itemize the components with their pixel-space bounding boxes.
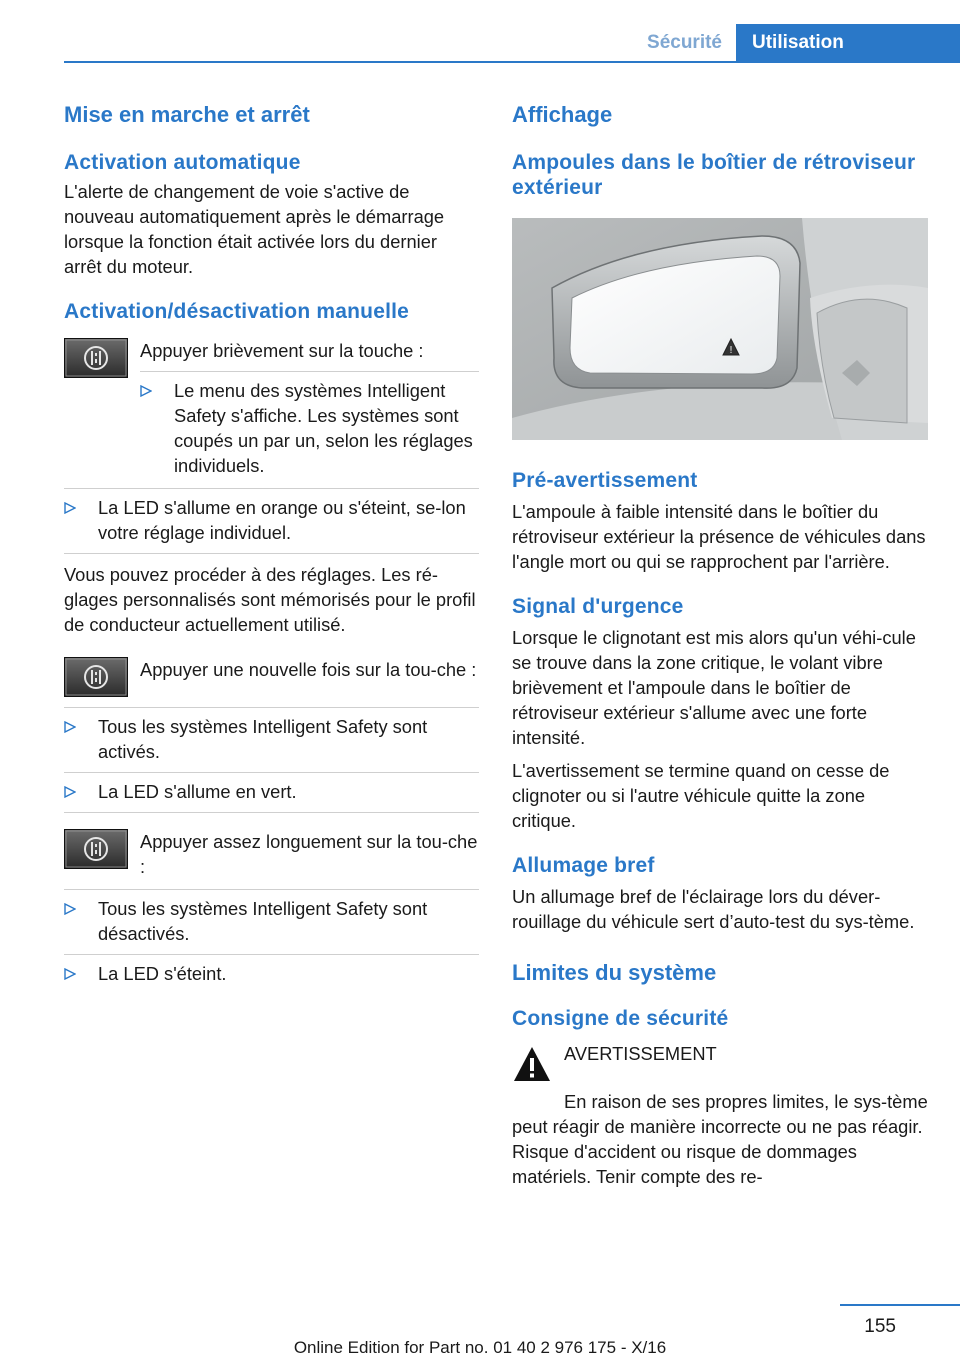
tab-utilisation[interactable]: Utilisation bbox=[736, 24, 960, 62]
list-item: La LED s'allume en orange ou s'éteint, se-lon votre réglage individuel. bbox=[64, 495, 479, 545]
pre-avertissement-text: L'ampoule à faible intensité dans le boîtier du rétroviseur extérieur la présence de véhicules dans l'angle mort ou qui se rapprochent par l'arrière. bbox=[512, 501, 926, 572]
divider bbox=[64, 707, 479, 708]
triangle-bullet-icon bbox=[64, 721, 76, 733]
press-instruction-3: Appuyer assez longuement sur la tou-che : bbox=[140, 831, 478, 877]
triangle-bullet-icon bbox=[64, 903, 76, 915]
section-title: Mise en marche et arrêt bbox=[64, 102, 310, 127]
divider bbox=[64, 889, 479, 890]
warning-label: AVERTISSEMENT bbox=[564, 1043, 717, 1064]
press-row-1 bbox=[64, 338, 479, 478]
heading-pre-avertissement: Pré-avertissement bbox=[512, 469, 698, 492]
intelligent-safety-button-icon bbox=[64, 829, 128, 869]
settings-text: Vous pouvez procéder à des réglages. Les ré-glages personnalisés sont mémorisés pour le profil de conducteur actuellement utilisé. bbox=[64, 564, 476, 635]
signal-urgence-text: Lorsque le clignotant est mis alors qu'un véhi-cule se trouve dans la zone critique, le volant vibre brièvement et l'ampoule dans le boîtier de rétroviseur extérieur s'allume avec une forte intensité. bbox=[512, 627, 916, 748]
auto-activation-text: L'alerte de changement de voie s'active de nouveau automatiquement après le démarrage lorsque la fonction était activée lors du dernier arrêt du moteur. bbox=[64, 181, 445, 277]
triangle-bullet-icon bbox=[64, 502, 76, 514]
page-number: 155 bbox=[864, 1316, 896, 1337]
heading-activation-automatique: Activation automatique bbox=[64, 151, 301, 174]
press-row-3 bbox=[64, 829, 479, 879]
edition-footer: Online Edition for Part no. 01 40 2 976 175 - X/16 bbox=[293, 1338, 667, 1357]
warning-block bbox=[512, 1041, 928, 1083]
heading-allumage-bref: Allumage bref bbox=[512, 854, 655, 877]
divider bbox=[64, 488, 479, 489]
signal-urgence-text-2: L'avertissement se termine quand on cesse de clignoter ou si l'autre véhicule quitte la zone critique. bbox=[512, 760, 890, 831]
divider bbox=[64, 812, 479, 813]
left-column bbox=[64, 100, 479, 986]
list-item: La LED s'allume en vert. bbox=[64, 779, 479, 804]
divider bbox=[64, 772, 479, 773]
triangle-bullet-icon bbox=[64, 786, 76, 798]
divider bbox=[64, 954, 479, 955]
heading-consigne-securite: Consigne de sécurité bbox=[512, 1007, 729, 1030]
heading-ampoules: Ampoules dans le boîtier de rétroviseur extérieur bbox=[512, 151, 916, 199]
list-item: Le menu des systèmes Intelligent Safety s'affiche. Les systèmes sont coupés un par un, selon les réglages individuels. bbox=[140, 378, 479, 478]
warning-triangle-icon bbox=[512, 1045, 552, 1083]
right-column bbox=[512, 100, 928, 1189]
section-title: Affichage bbox=[512, 102, 613, 127]
tab-securite[interactable]: Sécurité bbox=[647, 32, 722, 53]
footer-rule bbox=[840, 1304, 960, 1306]
heading-signal-urgence: Signal d'urgence bbox=[512, 595, 684, 618]
divider bbox=[64, 553, 479, 554]
warning-text: En raison de ses propres limites, le sys-tème peut réagir de manière incorrecte ou ne pas réagir. Risque d'accident ou risque de dommages matériels. Tenir compte des re- bbox=[512, 1091, 928, 1187]
press-row-2 bbox=[64, 657, 479, 697]
list-item: Tous les systèmes Intelligent Safety sont désactivés. bbox=[64, 896, 479, 946]
mirror-illustration bbox=[512, 218, 928, 440]
header-rule bbox=[64, 61, 960, 63]
svg-text:!: ! bbox=[728, 345, 734, 356]
list-item: Tous les systèmes Intelligent Safety sont activés. bbox=[64, 714, 479, 764]
heading-activation-manuelle: Activation/désactivation manuelle bbox=[64, 300, 410, 323]
press-instruction-2: Appuyer une nouvelle fois sur la tou-che : bbox=[140, 659, 477, 680]
triangle-bullet-icon bbox=[64, 968, 76, 980]
page-header bbox=[0, 0, 960, 62]
allumage-bref-text: Un allumage bref de l'éclairage lors du déver-rouillage du véhicule sert d’auto-test du sys-tème. bbox=[512, 886, 915, 932]
intelligent-safety-button-icon bbox=[64, 338, 128, 378]
limits-title: Limites du système bbox=[512, 960, 717, 985]
intelligent-safety-button-icon bbox=[64, 657, 128, 697]
list-item: La LED s'éteint. bbox=[64, 961, 479, 986]
triangle-bullet-icon bbox=[140, 385, 152, 397]
press-instruction-1: Appuyer brièvement sur la touche : bbox=[140, 340, 424, 361]
divider bbox=[140, 371, 479, 372]
